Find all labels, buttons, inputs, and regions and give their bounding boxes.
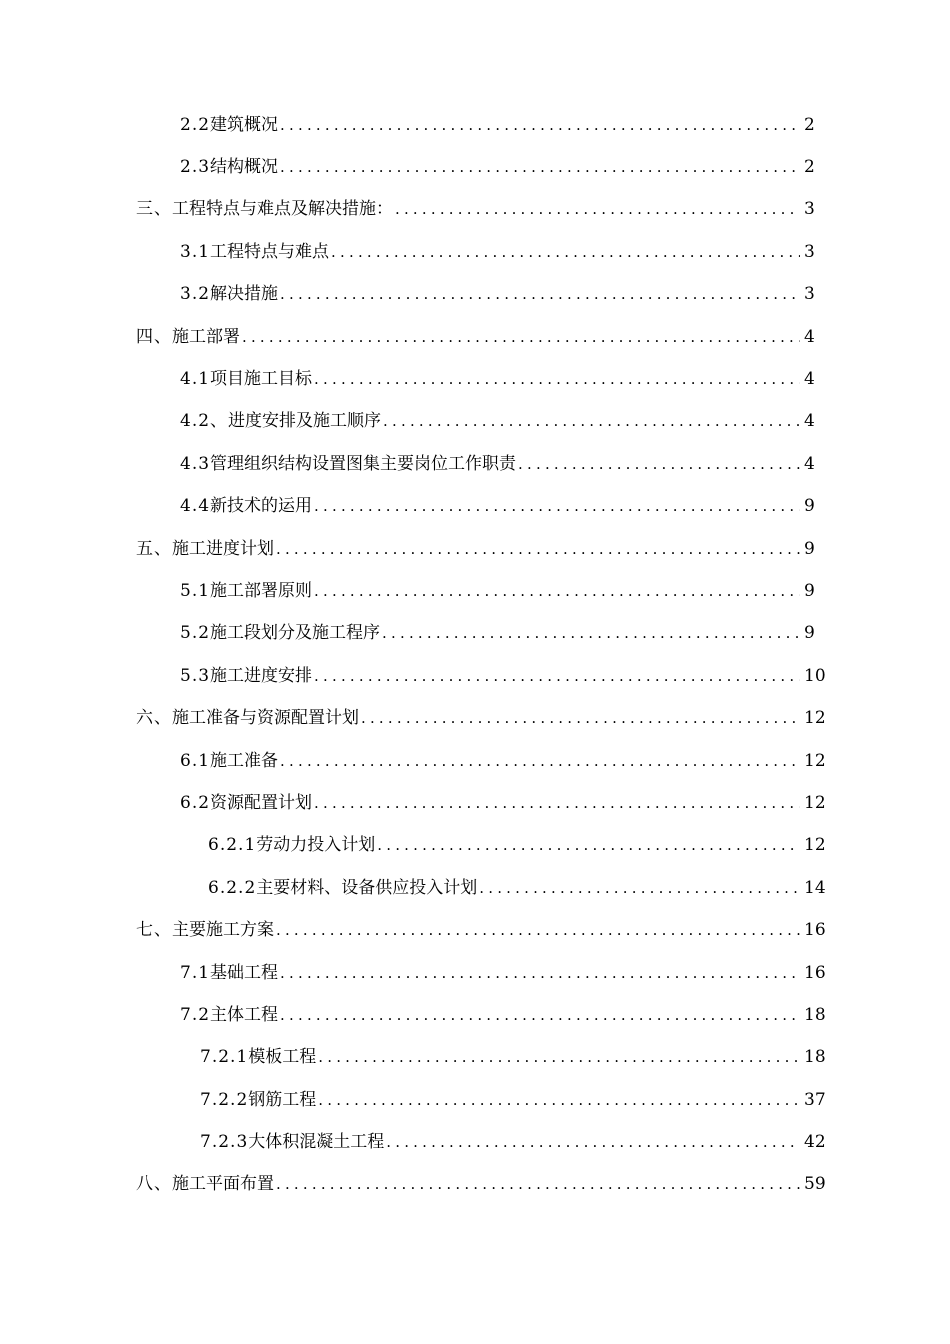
toc-entry-title: 新技术的运用	[210, 496, 313, 517]
dot-leader	[395, 202, 800, 217]
toc-entry-number: 7.2.2	[200, 1089, 249, 1110]
toc-entry-title: 施工平面布置	[172, 1174, 274, 1195]
toc-entry-title: 管理组织结构设置图集主要岗位工作职责	[210, 453, 517, 474]
toc-entry[interactable]	[0, 401, 950, 443]
toc-entry-page-number: 37	[804, 1089, 826, 1110]
toc-entry-title: 施工段划分及施工程序	[210, 623, 381, 644]
toc-entry-line	[0, 837, 950, 854]
toc-entry-page-number: 18	[804, 1047, 826, 1068]
dot-leader	[280, 118, 800, 133]
toc-entry-page-number: 4	[804, 369, 815, 390]
toc-entry-title: 结构概况	[210, 157, 279, 178]
toc-entry-page-number: 16	[804, 920, 826, 941]
toc-entry-line	[0, 580, 950, 601]
toc-entry-line	[0, 1176, 950, 1193]
toc-entry-number: 2.3	[180, 157, 211, 178]
toc-entry-title: 施工部署	[172, 326, 240, 347]
toc-entry[interactable]	[0, 697, 950, 739]
toc-entry-page-number: 12	[804, 835, 826, 856]
toc-entry-number: 七、	[136, 920, 172, 941]
toc-entry[interactable]	[0, 146, 950, 188]
toc-entry-line	[0, 1004, 950, 1025]
dot-leader	[314, 584, 800, 599]
toc-entry[interactable]	[0, 528, 950, 570]
toc-entry-line	[0, 750, 950, 771]
toc-entry-number: 八、	[136, 1174, 172, 1195]
toc-entry-title: 施工部署原则	[210, 580, 313, 601]
toc-entry-title: 项目施工目标	[210, 369, 313, 390]
toc-entry-page-number: 14	[804, 877, 826, 898]
toc-entry-number: 5.3	[180, 665, 211, 686]
toc-entry-line	[0, 371, 950, 388]
dot-leader	[314, 669, 800, 684]
toc-entry-line	[0, 201, 950, 218]
toc-entry-line	[0, 922, 950, 939]
toc-entry-title: 解决措施	[210, 284, 279, 305]
dot-leader	[382, 626, 800, 641]
dot-leader	[331, 245, 800, 260]
toc-entry-page-number: 10	[804, 665, 826, 686]
toc-entry-number: 4.2、	[180, 411, 229, 432]
toc-entry-title: 施工进度计划	[172, 538, 274, 559]
toc-entry-number: 6.2	[180, 792, 211, 813]
toc-entry-title: 资源配置计划	[210, 792, 313, 813]
toc-entry-number: 7.1	[180, 962, 211, 983]
dot-leader	[361, 711, 800, 726]
toc-entry-line	[0, 413, 950, 430]
toc-entry-number: 4.4	[180, 496, 211, 517]
dot-leader	[280, 287, 800, 302]
toc-entry-title: 基础工程	[210, 962, 279, 983]
toc-entry[interactable]	[0, 486, 950, 528]
dot-leader	[479, 881, 800, 896]
toc-entry-number: 6.2.2	[208, 877, 257, 898]
toc-entry-line	[0, 1049, 950, 1066]
toc-entry[interactable]	[0, 994, 950, 1036]
toc-entry-title: 工程特点与难点	[210, 241, 330, 262]
toc-entry-title: 施工准备	[210, 750, 279, 771]
dot-leader	[518, 457, 800, 472]
toc-entry-line	[0, 962, 950, 983]
toc-entry-title: 主体工程	[210, 1004, 279, 1025]
toc-entry-line	[0, 877, 950, 898]
toc-entry-line	[0, 326, 950, 347]
toc-entry-title: 模板工程	[248, 1047, 317, 1068]
toc-entry[interactable]	[0, 1164, 950, 1206]
toc-entry-number: 3.2	[180, 284, 211, 305]
toc-entry-line	[0, 538, 950, 559]
toc-entry[interactable]	[0, 909, 950, 951]
toc-entry-title: 劳动力投入计划	[256, 835, 376, 856]
toc-entry[interactable]	[0, 867, 950, 909]
toc-entry-title: 主要施工方案	[172, 920, 274, 941]
toc-entry-page-number: 42	[804, 1132, 826, 1153]
toc-entry-title: 建筑概况	[210, 114, 279, 135]
toc-entry-number: 7.2	[180, 1004, 211, 1025]
toc-entry-title: 进度安排及施工顺序	[228, 411, 382, 432]
toc-entry[interactable]	[0, 189, 950, 231]
toc-entry-number: 四、	[136, 326, 172, 347]
toc-entry-page-number: 12	[804, 708, 826, 729]
toc-entry[interactable]	[0, 952, 950, 994]
toc-entry-line	[0, 159, 950, 176]
dot-leader	[280, 966, 800, 981]
toc-entry-number: 六、	[136, 708, 172, 729]
toc-entry-line	[0, 710, 950, 727]
toc-entry[interactable]	[0, 274, 950, 316]
toc-entry-page-number: 9	[804, 538, 815, 559]
toc-entry-line	[0, 665, 950, 686]
toc-entry-page-number: 4	[804, 453, 815, 474]
toc-entry-page-number: 3	[804, 241, 815, 262]
toc-entry[interactable]	[0, 570, 950, 612]
toc-entry[interactable]	[0, 316, 950, 358]
dot-leader	[280, 160, 800, 175]
toc-entry-number: 3.1	[180, 241, 211, 262]
toc-entry-line	[0, 792, 950, 813]
toc-entry-number: 2.2	[180, 114, 211, 135]
toc-entry-number: 三、	[136, 199, 172, 220]
toc-entry-title: 施工进度安排	[210, 665, 313, 686]
dot-leader	[314, 372, 800, 387]
toc-entry-line	[0, 453, 950, 474]
toc-entry-title: 大体积混凝土工程	[248, 1132, 385, 1153]
toc-entry[interactable]	[0, 231, 950, 273]
toc-entry-number: 5.1	[180, 580, 211, 601]
toc-entry-page-number: 12	[804, 792, 826, 813]
toc-entry-page-number: 2	[804, 157, 815, 178]
dot-leader	[314, 499, 800, 514]
toc-entry[interactable]	[0, 740, 950, 782]
dot-leader	[386, 1135, 800, 1150]
toc-entry[interactable]	[0, 104, 950, 146]
dot-leader	[280, 1008, 800, 1023]
toc-entry[interactable]	[0, 358, 950, 400]
dot-leader	[276, 1177, 800, 1192]
toc-entry-number: 5.2	[180, 623, 211, 644]
toc-entry-page-number: 12	[804, 750, 826, 771]
toc-entry-page-number: 2	[804, 114, 815, 135]
toc-entry-line	[0, 1134, 950, 1151]
table-of-contents	[0, 104, 950, 1206]
dot-leader	[280, 754, 800, 769]
toc-entry-page-number: 9	[804, 580, 815, 601]
toc-entry-page-number: 9	[804, 623, 815, 644]
toc-entry-number: 7.2.1	[200, 1047, 249, 1068]
dot-leader	[383, 414, 800, 429]
toc-entry[interactable]	[0, 655, 950, 697]
dot-leader	[276, 542, 800, 557]
dot-leader	[377, 838, 800, 853]
toc-entry-title: 钢筋工程	[248, 1089, 317, 1110]
toc-entry[interactable]	[0, 1121, 950, 1163]
toc-entry-number: 7.2.3	[200, 1132, 249, 1153]
dot-leader	[318, 1093, 800, 1108]
toc-entry[interactable]	[0, 782, 950, 824]
dot-leader	[318, 1050, 800, 1065]
toc-entry-title: 施工准备与资源配置计划	[172, 708, 359, 729]
toc-entry-title: 主要材料、设备供应投入计划	[256, 877, 478, 898]
toc-entry-line	[0, 286, 950, 303]
toc-entry-page-number: 3	[804, 199, 815, 220]
dot-leader	[314, 796, 800, 811]
toc-entry-page-number: 9	[804, 496, 815, 517]
toc-entry-page-number: 16	[804, 962, 826, 983]
toc-entry-page-number: 18	[804, 1004, 826, 1025]
toc-entry-line	[0, 498, 950, 515]
toc-entry[interactable]	[0, 1037, 950, 1079]
toc-entry-number: 4.3	[180, 453, 211, 474]
toc-entry[interactable]	[0, 825, 950, 867]
toc-entry-number: 4.1	[180, 369, 211, 390]
toc-entry-page-number: 59	[804, 1174, 826, 1195]
toc-entry-title: 工程特点与难点及解决措施：	[172, 199, 393, 220]
toc-entry-line	[0, 241, 950, 262]
toc-entry[interactable]	[0, 1079, 950, 1121]
toc-entry-page-number: 4	[804, 411, 815, 432]
toc-entry-number: 6.2.1	[208, 835, 257, 856]
dot-leader	[276, 923, 800, 938]
toc-entry-page-number: 4	[804, 326, 815, 347]
toc-entry-line	[0, 1089, 950, 1110]
toc-entry[interactable]	[0, 613, 950, 655]
toc-entry-number: 五、	[136, 538, 172, 559]
toc-entry-page-number: 3	[804, 284, 815, 305]
toc-entry[interactable]	[0, 443, 950, 485]
toc-entry-line	[0, 114, 950, 135]
dot-leader	[242, 330, 800, 345]
toc-entry-line	[0, 625, 950, 642]
toc-entry-number: 6.1	[180, 750, 211, 771]
